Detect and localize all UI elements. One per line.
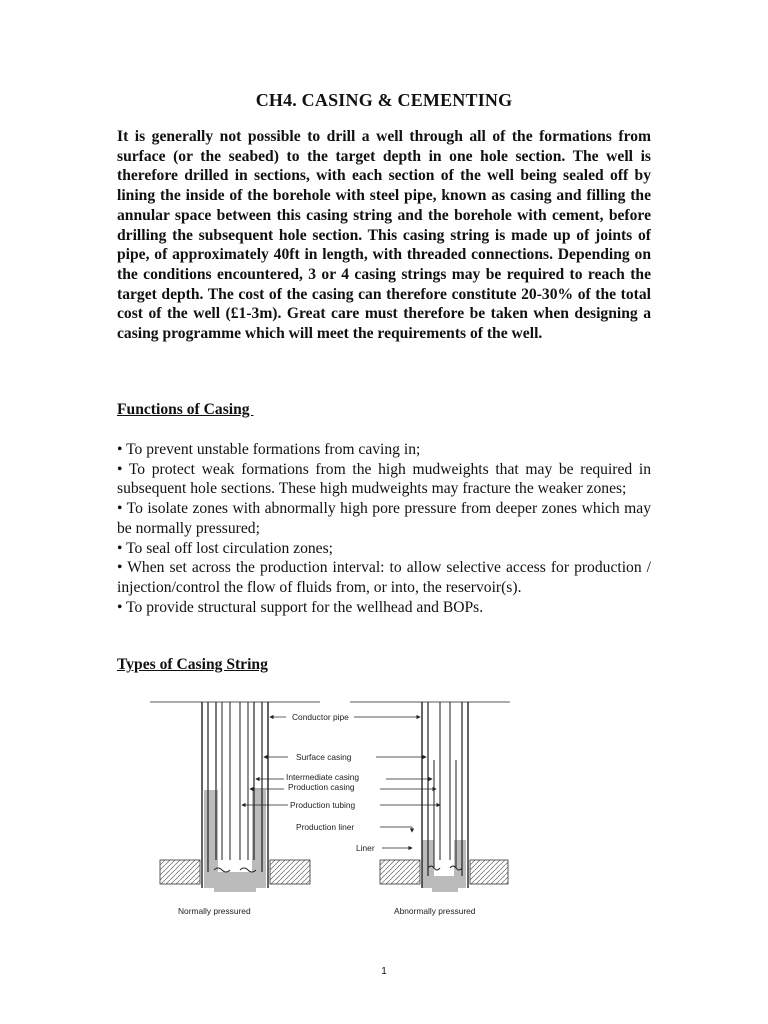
page-title: CH4. CASING & CEMENTING (255, 90, 513, 110)
intro-paragraph: It is generally not possible to drill a well through all of the formations from surface (or the seabed) to the target depth in one hole section. The well is therefore drilled in sections, with each section of the well being sealed off by lining the inside of the borehole with steel pipe, known as casing and filling the annular space between this casing string and the borehole with cement, before drilling the subsequent hole section. This casing string is made up of joints of pipe, of approximately 40ft in length, with threaded connections. Depending on the conditions encountered, 3 or 4 casing strings may be required to reach the target depth. The cost of the casing can therefore constitute 20-30% of the total cost of the well (£1-3m). Great care must therefore be taken when designing a casing programme which will meet the requirements of the well. (117, 128, 651, 343)
list-item: • To prevent unstable formations from caving in; (117, 441, 421, 458)
right-well (350, 702, 510, 892)
list-item: • When set across the production interval: to allow selective access for production / injection/control the flow of fluids from, or into, the reservoir(s). (117, 559, 651, 596)
label-conductor-pipe: Conductor pipe (292, 712, 349, 722)
label-liner: Liner (356, 843, 375, 853)
label-surface-casing: Surface casing (296, 752, 352, 762)
label-intermediate-casing: Intermediate casing (286, 772, 360, 782)
types-heading: Types of Casing String (117, 656, 268, 673)
functions-list (117, 440, 651, 617)
caption-abnormally-pressured: Abnormally pressured (394, 906, 476, 916)
caption-normally-pressured: Normally pressured (178, 906, 251, 916)
left-well (150, 702, 320, 892)
list-item: • To provide structural support for the wellhead and BOPs. (117, 598, 484, 616)
list-item: • To protect weak formations from the high mudweights that may be required in subsequent hole sections. These high mudweights may fracture the weaker zones; (117, 460, 651, 498)
label-production-casing: Production casing (288, 782, 355, 792)
list-item: • To seal off lost circulation zones; (117, 539, 333, 557)
list-item: • To isolate zones with abnormally high pore pressure from deeper zones which may be normally pressured; (117, 500, 651, 537)
label-production-tubing: Production tubing (290, 800, 356, 810)
functions-heading: Functions of Casing (117, 401, 254, 418)
page-number: 1 (381, 966, 387, 977)
casing-diagram (150, 700, 510, 925)
label-production-liner: Production liner (296, 822, 355, 832)
